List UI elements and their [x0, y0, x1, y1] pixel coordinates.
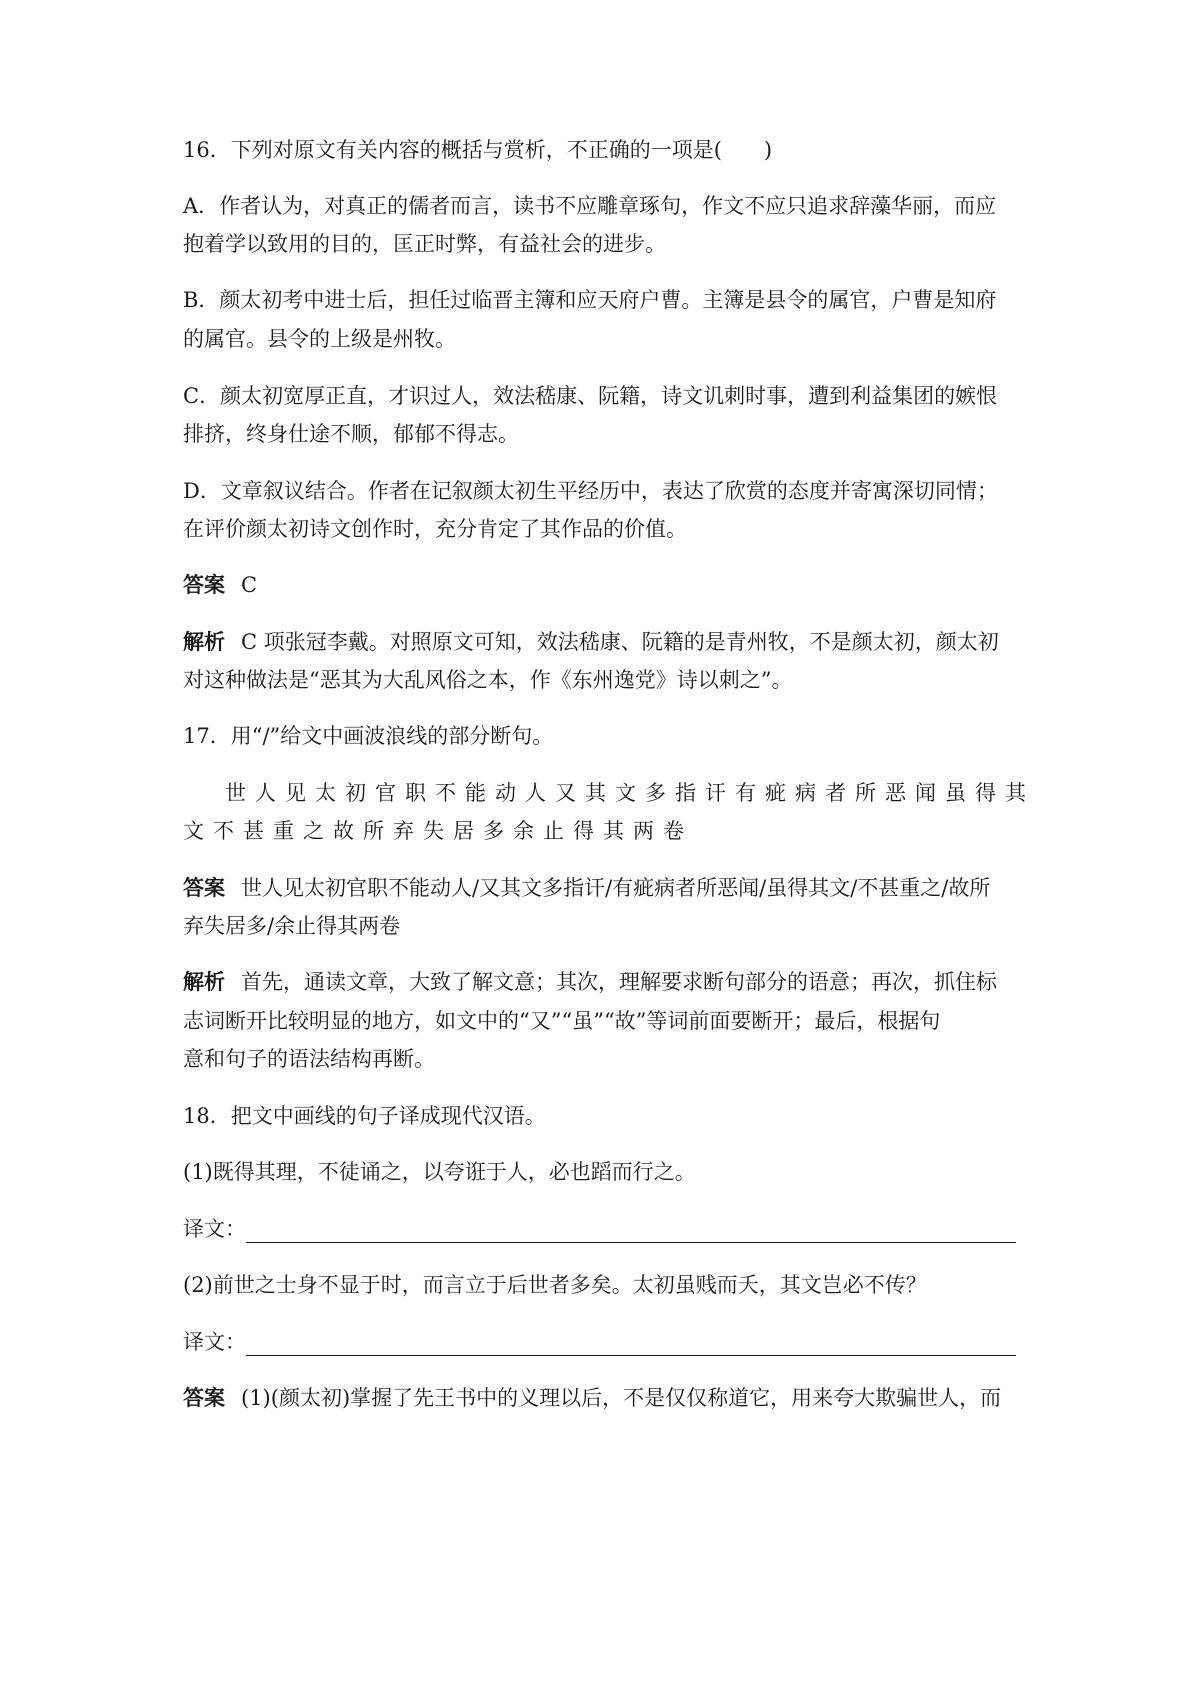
q17-analysis-text-1: 首先，通读文章，大致了解文意；其次，理解要求断句部分的语意；再次，抓住标 [241, 970, 997, 994]
translation-blank-2[interactable] [246, 1333, 1016, 1356]
q18-answer-line-1 [183, 1384, 1033, 1412]
q16-stem: 16．下列对原文有关内容的概括与赏析，不正确的一项是( ) [183, 138, 773, 162]
q17-answer-line-2: 弃失居多/余止得其两卷 [183, 914, 401, 938]
q16-option-a-line-1: A．作者认为，对真正的儒者而言，读书不应雕章琢句，作文不应只追求辞藻华丽，而应 [183, 194, 997, 218]
analysis-label: 解析 [183, 630, 225, 654]
q16-option-a-line-2: 抱着学以致用的目的，匡正时弊，有益社会的进步。 [183, 232, 666, 256]
q17-analysis-line-2: 志词断开比较明显的地方，如文中的“又”“虽”“故”等词前面要断开；最后，根据句 [183, 1009, 941, 1033]
q16-option-c-line-1: C．颜太初宽厚正直，才识过人，效法嵇康、阮籍，诗文讥刺时事，遭到利益集团的嫉恨 [183, 384, 998, 408]
q16-option-b-line-2: 的属官。县令的上级是州牧。 [183, 327, 456, 351]
q16-answer-value: C [241, 573, 258, 597]
q18-sentence-2: (2)前世之士身不显于时，而言立于后世者多矣。太初虽贱而夭，其文岂必不传？ [183, 1273, 927, 1297]
q18-translation-1 [183, 1215, 1033, 1243]
q16-answer [183, 571, 1033, 599]
q16-analysis-line-2: 对这种做法是“恶其为大乱风俗之本，作《东州逸党》诗以刺之”。 [183, 668, 793, 692]
q17-passage-line-2: 文不甚重之故所弃失居多余止得其两卷 [183, 819, 693, 843]
q17-answer-line-1 [183, 874, 1033, 902]
q18-sentence-1: (1)既得其理，不徒诵之，以夸诳于人，必也蹈而行之。 [183, 1160, 696, 1184]
answer-label: 答案 [183, 876, 225, 900]
q17-answer-text-1: 世人见太初官职不能动人/又其文多指讦/有疵病者所恶闻/虽得其文/不甚重之/故所 [241, 876, 991, 900]
q18-translation-2 [183, 1328, 1033, 1356]
q16-analysis-text-1: C 项张冠李戴。对照原文可知，效法嵇康、阮籍的是青州牧，不是颜太初，颜太初 [241, 630, 999, 654]
q18-answer-text-1: (1)(颜太初)掌握了先王书中的义理以后，不是仅仅称道它，用来夸大欺骗世人，而 [241, 1386, 1002, 1410]
answer-label: 答案 [183, 573, 225, 597]
q16-analysis-line-1 [183, 628, 1033, 656]
q16-option-b-line-1: B．颜太初考中进士后，担任过临晋主簿和应天府户曹。主簿是县令的属官，户曹是知府 [183, 288, 997, 312]
answer-label: 答案 [183, 1386, 225, 1410]
q17-passage-line-1: 世人见太初官职不能动人又其文多指讦有疵病者所恶闻虽得其 [225, 781, 1035, 805]
q17-stem: 17．用“/”给文中画波浪线的部分断句。 [183, 724, 554, 748]
q18-stem: 18．把文中画线的句子译成现代汉语。 [183, 1104, 546, 1128]
translation-blank-1[interactable] [246, 1220, 1016, 1243]
q17-analysis-line-1 [183, 968, 1033, 996]
q16-option-d-line-1: D．文章叙议结合。作者在记叙颜太初生平经历中，表达了欣赏的态度并寄寓深切同情； [183, 479, 998, 503]
q17-analysis-line-3: 意和句子的语法结构再断。 [183, 1047, 435, 1071]
q16-option-c-line-2: 排挤，终身仕途不顺，郁郁不得志。 [183, 422, 519, 446]
translation-label: 译文： [183, 1330, 246, 1354]
analysis-label: 解析 [183, 970, 225, 994]
q16-option-d-line-2: 在评价颜太初诗文创作时，充分肯定了其作品的价值。 [183, 517, 687, 541]
translation-label: 译文： [183, 1217, 246, 1241]
